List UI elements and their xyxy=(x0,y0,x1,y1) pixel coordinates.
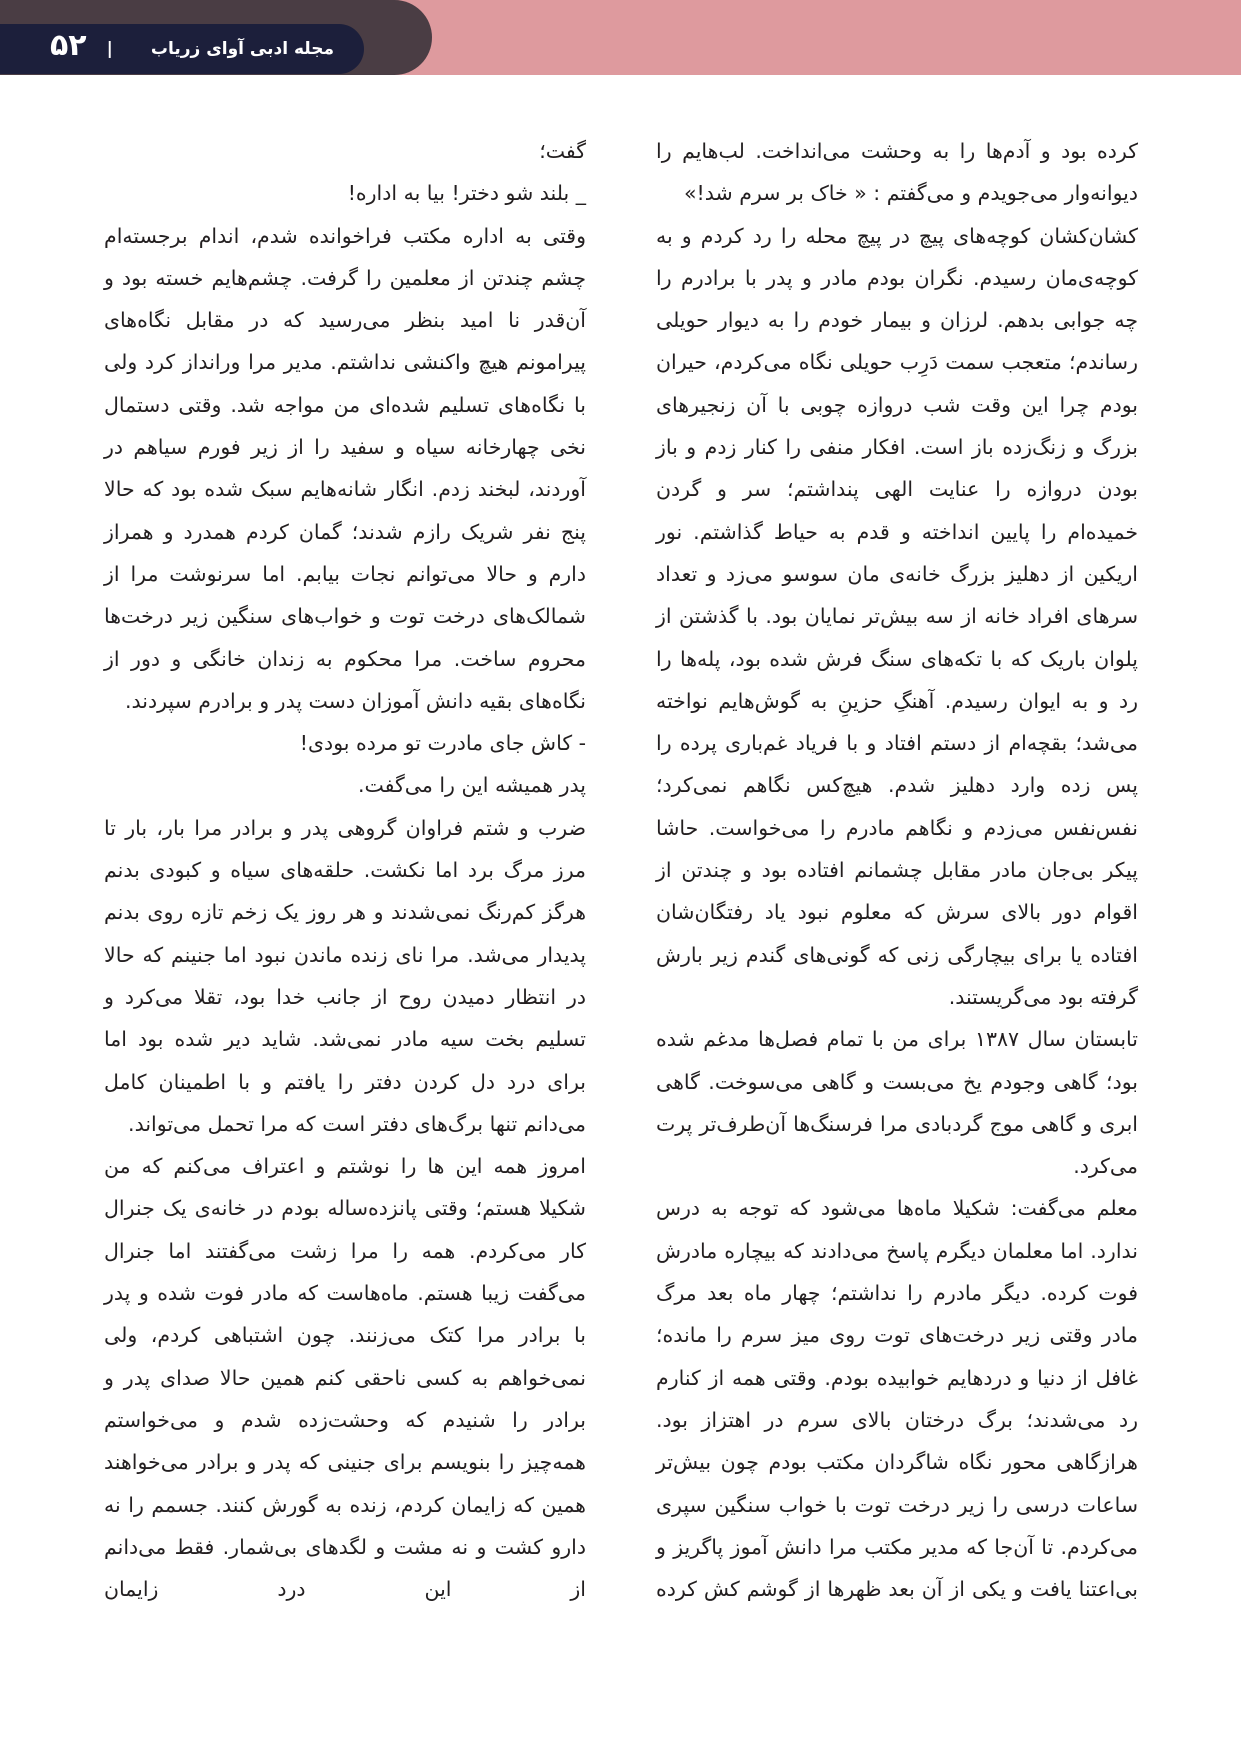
paragraph: پدر همیشه این را می‌گفت. xyxy=(357,773,586,798)
header-separator: | xyxy=(106,39,113,59)
running-header xyxy=(0,24,364,74)
paragraph: کرده بود و آدم‌ها را به وحشت می‌انداخت. لب‌هایم را دیوانه‌وار می‌جویدم و می‌گفتم : « خاک بر سرم شد!» xyxy=(656,139,1138,206)
left-text-column xyxy=(104,130,586,1610)
journal-title: مجله ادبی آوای زریاب xyxy=(150,39,334,59)
paragraph: ضرب و شتم فراوان گروهی پدر و برادر مرا بار، بار تا مرز مرگ برد اما نکشت. حلقه‌های سیاه و کبودی بدنم هرگز کم‌رنگ نمی‌شدند و هر روز یک زخم تازه روی بدنم پدیدار می‌شد. مرا نای زنده ماندن نبود اما جنینم که حالا در انتظار دمیدن روح از جانب خدا بود، تقلا می‌کرد و تسلیم بخت سیه مادر نمی‌شد. شاید دیر شده بود اما برای درد دل کردن دفتر را یافتم و با اطمینان کامل می‌دانم تنها برگ‌های دفتر است که مرا تحمل می‌تواند. xyxy=(104,815,586,1136)
paragraph: کشان‌کشان کوچه‌های پیچ در پیچ محله را رد کردم و به کوچه‌ی‌مان رسیدم. نگران بودم مادر و پدر با برادرم را چه جوابی بدهم. لرزان و بیمار خودم را به دیوار حویلی رساندم؛ متعجب سمت دَرِب حویلی نگاه می‌کردم، حیران بودم چرا این وقت شب دروازه چوبی با آن زنجیرهای بزرگ و زنگ‌زده باز است. افکار منفی را کنار زدم و باز بودن دروازه را عنایت الهی پنداشتم؛ سر و گردن خمیده‌ام را پایین انداخته و قدم به حیاط گذاشتم. نور اریکین از دهلیز بزرگ خانه‌ی مان سوسو می‌زد و تعداد سرهای افراد خانه از سه بیش‌تر نمایان بود. با گذشتن از پلوان باریک که با تکه‌های سنگ فرش شده بود، پله‌ها را رد و به ایوان رسیدم. آهنگِ حزینِ به گوش‌هایم نواخته می‌شد؛ بقچه‌ام از دستم افتاد و با فریاد غم‌باری پرده را پس زده وارد دهلیز شدم. هیچ‌کس نگاهم نمی‌کرد؛ نفس‌نفس می‌زدم و نگاهم مادرم را می‌خواست. حاشا پیکر بی‌جان مادر مقابل چشمانم افتاده بود و چندتن از اقوام دور بالای سرش که معلوم نبود یاد رفتگان‌شان افتاده یا برای بیچارگی زنی که گونی‌های گندم زیر بارش گرفته بود می‌گریستند. xyxy=(656,223,1138,1009)
paragraph: امروز همه این ها را نوشتم و اعتراف می‌کنم که من شکیلا هستم؛ وقتی پانزده‌ساله بودم در خانه‌ی یک جنرال کار می‌کردم. همه را مرا زشت می‌گفتند اما جنرال می‌گفت زیبا هستم. ماه‌هاست که مادر فوت شده و پدر با برادر مرا کتک می‌زنند. چون اشتباهی کردم، ولی نمی‌خواهم به کسی ناحقی کنم همین حالا صدای پدر و برادر را شنیدم که وحشت‌زده شدم و می‌خواستم همه‌چیز را بنویسم برای جنینی که پدر و برادر می‌خواهند همین که زایمان کردم، زنده به گورش کنند. جسمم را نه دارو کشت و نه مشت و لگدهای بی‌شمار. فقط می‌دانم از این درد زایمان xyxy=(104,1154,586,1602)
paragraph: _ بلند شو دختر! بیا به اداره! xyxy=(347,181,586,206)
page-number: ۵۲ xyxy=(50,28,87,63)
paragraph: گفت؛ xyxy=(539,139,586,163)
right-text-column xyxy=(656,130,1138,1610)
paragraph: معلم می‌گفت: شکیلا ماه‌ها می‌شود که توجه به درس ندارد. اما معلمان دیگرم پاسخ می‌دادند که بیچاره مادرش فوت کرده. دیگر مادرم را نداشتم؛ چهار ماه بعد مرگ مادر وقتی زیر درخت‌های توت روی میز سرم را مانده؛ غافل از دنیا و دردهایم خوابیده بودم. وقتی همه از کنارم رد می‌شدند؛ برگ درختان بالای سرم در اهتزاز بود. هرازگاهی محور نگاه شاگردان مکتب بودم چون بیش‌تر ساعات درسی را زیر درخت توت با خواب سنگین سپری می‌کردم. تا آن‌جا که مدیر مکتب مرا دانش آموز پاگریز و بی‌اعتنا یافت و یکی از آن بعد ظهرها از گوشم کش کرده xyxy=(656,1196,1138,1602)
paragraph: تابستان سال ۱۳۸۷ برای من با تمام فصل‌ها مدغم شده بود؛ گاهی وجودم یخ می‌بست و گاهی می‌سوخت. گاهی ابری و گاهی موج گردبادی مرا فرسنگ‌ها آن‌طرف‌تر پرت می‌کرد. xyxy=(656,1027,1138,1179)
paragraph: وقتی به اداره مکتب فراخوانده شدم، اندام برجسته‌ام چشم چندتن از معلمین را گرفت. چشم‌هایم خسته بود و آن‌قدر نا امید بنظر می‌رسید که در مقابل نگاه‌های پیرامونم هیچ واکنشی نداشتم. مدیر مرا ورانداز کرد ولی با نگاه‌های تسلیم شده‌ای من مواجه شد. وقتی دستمال نخی چهارخانه سیاه و سفید را از زیر فورم سیاهم در آوردند، لبخند زدم. انگار شانه‌هایم سبک شده بود که حالا پنج نفر شریک رازم شدند؛ گمان کردم همدرد و همراز دارم و حالا می‌توانم نجات بیابم. اما سرنوشت مرا از شمالک‌های درخت توت و خواب‌های سنگین زیر درخت‌ها محروم ساخت. مرا محکوم به زندان خانگی و دور از نگاه‌های بقیه دانش آموزان دست پدر و برادرم سپردند. xyxy=(104,223,586,713)
paragraph: - کاش جای مادرت تو مرده بودی! xyxy=(299,731,586,756)
